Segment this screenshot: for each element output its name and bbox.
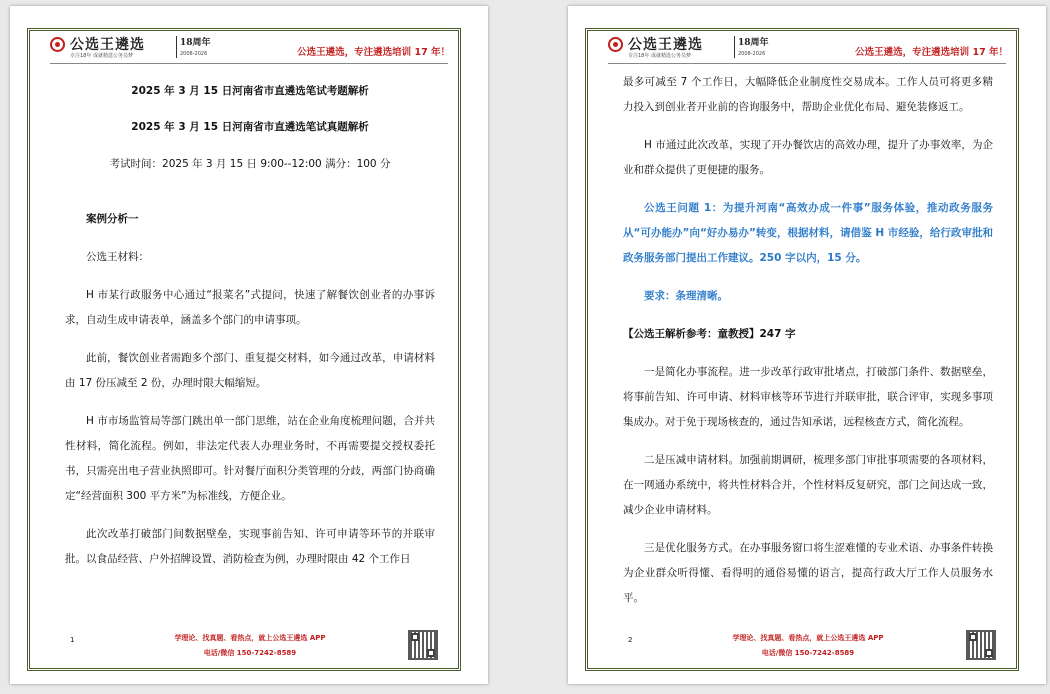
header-slogan: 公选王遴选，专注遴选培训 17 年！ — [855, 47, 1008, 58]
brand-name: 公选王遴选 — [70, 37, 145, 53]
question-text: 公选王问题 1：为提升河南“高效办成一件事”服务体验，推动政务服务从“可办能办”向“好办易办”转变，根据材料，请借鉴 H 市经验，给行政审批和政务服务部门提出工作建议。250 字以内，15 分。 — [623, 202, 993, 264]
footer-contact: 电话/微信 150-7242-8589 — [203, 649, 297, 657]
paragraph: H 市某行政服务中心通过“报菜名”式提问，快速了解餐饮创业者的办事诉求，自动生成申请表单，涵盖多个部门的申请事项。 — [65, 289, 435, 326]
paragraph: 此次改革打破部门间数据壁垒，实现事前告知、许可申请等环节的并联审批。以食品经营、户外招牌设置、消防检查为例，办理时限由 42 个工作日 — [65, 528, 435, 565]
answer-paragraph: 三是优化服务方式。在办事服务窗口将生涩难懂的专业术语、办事条件转换为企业群众听得懂、看得明的通俗易懂的语言，提高行政大厅工作人员服务水平。 — [623, 542, 993, 604]
answer-paragraph: 一是简化办事流程。进一步改革行政审批堵点，打破部门条件、数据壁垒，将事前告知、许可申请、材料审核等环节进行并联审批，联合评审，实现多事项集成办。对于免于现场核查的，通过告知承诺，远程核查方式，简化流程。 — [623, 366, 993, 428]
header-rule — [608, 63, 1006, 64]
page-content — [65, 76, 435, 585]
page-content — [623, 70, 993, 624]
answer-heading: 【公选王解析参考：童教授】247 字 — [623, 328, 796, 340]
brand-tagline: 专注18年 成就精选公务员梦 — [628, 53, 691, 59]
years-label: 2008-2026 — [738, 51, 766, 57]
footer-contact: 电话/微信 150-7242-8589 — [761, 649, 855, 657]
page-footer — [50, 630, 450, 666]
header-divider — [734, 36, 735, 58]
brand-logo-icon — [50, 37, 65, 52]
page-header — [50, 32, 450, 66]
document-subtitle: 2025 年 3 月 15 日河南省市直遴选笔试真题解析 — [131, 121, 369, 133]
material-label: 公选王材料： — [86, 251, 149, 263]
qr-code-icon — [966, 630, 996, 660]
paragraph: 最多可减至 7 个工作日，大幅降低企业制度性交易成本。工作人员可将更多精力投入到创业者开业前的咨询服务中，帮助企业优化布局、避免装修返工。 — [623, 76, 993, 113]
footer-promo: 学理论、找真题、看热点，就上公选王遴选 APP — [732, 634, 884, 642]
brand-logo-icon — [608, 37, 623, 52]
anniversary-label: 18周年 — [180, 38, 211, 48]
footer-promo: 学理论、找真题、看热点，就上公选王遴选 APP — [174, 634, 326, 642]
header-divider — [176, 36, 177, 58]
header-slogan: 公选王遴选，专注遴选培训 17 年！ — [297, 47, 450, 58]
document-title: 2025 年 3 月 15 日河南省市直遴选笔试考题解析 — [131, 85, 369, 97]
brand-name: 公选王遴选 — [628, 37, 703, 53]
anniversary-label: 18周年 — [738, 38, 769, 48]
paragraph: H 市市场监管局等部门跳出单一部门思维，站在企业角度梳理问题，合并共性材料，简化流程。例如，非法定代表人办理业务时，不再需要提交授权委托书，只需亮出电子营业执照即可。针对餐厅面积分类管理的分歧，两部门协商确定“经营面积 300 平方米”为标准线，方便企业。 — [65, 415, 435, 502]
paragraph: 此前，餐饮创业者需跑多个部门、重复提交材料，如今通过改革，申请材料由 17 份压减至 2 份，办理时限大幅缩短。 — [65, 352, 435, 389]
paragraph: H 市通过此次改革，实现了开办餐饮店的高效办理，提升了办事效率，为企业和群众提供了更便捷的服务。 — [623, 139, 993, 176]
years-label: 2008-2026 — [180, 51, 208, 57]
exam-info: 考试时间：2025 年 3 月 15 日 9:00--12:00 满分：100 分 — [109, 158, 391, 170]
header-rule — [50, 63, 448, 64]
answer-paragraph: 二是压减申请材料。加强前期调研，梳理多部门审批事项需要的各项材料，在一网通办系统中，将共性材料合并，个性材料反复研究，部门之间达成一致，减少企业申请材料。 — [623, 454, 993, 516]
case-heading: 案例分析一 — [86, 213, 139, 225]
brand-tagline: 专注18年 成就精选公务员梦 — [70, 53, 133, 59]
requirement-text: 要求：条理清晰。 — [644, 290, 728, 302]
page-number: 1 — [70, 636, 75, 644]
page-header — [608, 32, 1008, 66]
qr-code-icon — [408, 630, 438, 660]
document-page-2 — [568, 6, 1046, 684]
page-footer — [608, 630, 1008, 666]
page-number: 2 — [628, 636, 633, 644]
document-page-1 — [10, 6, 488, 684]
